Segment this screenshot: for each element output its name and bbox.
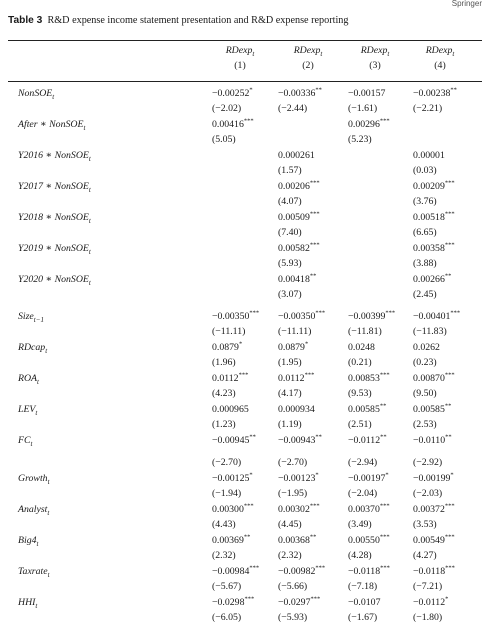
significance-stars: *** xyxy=(249,309,260,317)
row-label-name: RDcap xyxy=(18,342,46,353)
coefficient-cell xyxy=(348,473,389,485)
column-header-4 xyxy=(410,45,470,71)
t-statistic-cell: (−11.11) xyxy=(212,326,246,337)
t-statistic-cell: (−1.95) xyxy=(278,488,308,499)
coefficient-cell xyxy=(348,566,390,578)
coefficient-cell xyxy=(348,504,390,516)
significance-stars: *** xyxy=(444,210,455,218)
coefficient-cell xyxy=(348,404,386,416)
row-label xyxy=(18,373,39,388)
row-label xyxy=(18,150,91,165)
significance-stars: *** xyxy=(379,533,390,541)
significance-stars: ** xyxy=(445,433,452,441)
row-label xyxy=(18,181,91,196)
significance-stars: * xyxy=(445,595,449,603)
coefficient-value: −0.00399 xyxy=(348,311,386,322)
t-statistic-cell: (−2.04) xyxy=(348,488,378,499)
row-label-subscript: t xyxy=(47,570,50,579)
coefficient-cell xyxy=(278,597,320,609)
row-label xyxy=(18,212,91,227)
coefficient-value: 0.00001 xyxy=(413,150,445,161)
coefficient-value: 0.00585 xyxy=(413,404,445,415)
table-title: R&D expense income statement presentation and R&D expense reporting xyxy=(47,15,349,26)
coefficient-cell xyxy=(278,373,314,385)
coefficient-cell xyxy=(212,373,248,385)
coefficient-value: −0.0298 xyxy=(212,597,245,608)
t-statistic-cell: (5.23) xyxy=(348,134,372,145)
row-label xyxy=(18,566,50,581)
coefficient-cell xyxy=(278,435,322,447)
coefficient-cell xyxy=(212,404,249,416)
t-statistic-cell: (−1.61) xyxy=(348,103,378,114)
significance-stars: *** xyxy=(379,117,390,125)
coefficient-cell xyxy=(348,373,390,385)
coefficient-cell xyxy=(348,88,385,100)
header-rule xyxy=(8,81,482,82)
coefficient-value: 0.0262 xyxy=(413,342,440,353)
coefficient-cell xyxy=(413,404,451,416)
t-statistic-cell: (−1.80) xyxy=(413,612,443,623)
coefficient-cell xyxy=(278,311,325,323)
significance-stars: *** xyxy=(243,502,254,510)
significance-stars: *** xyxy=(444,241,455,249)
t-statistic-cell: (1.96) xyxy=(212,357,236,368)
t-statistic-cell: (7.40) xyxy=(278,227,302,238)
coefficient-value: 0.00518 xyxy=(413,212,445,223)
coefficient-value: −0.00199 xyxy=(413,473,451,484)
coefficient-value: −0.0118 xyxy=(348,566,381,577)
significance-stars: *** xyxy=(244,595,255,603)
t-statistic-cell: (−7.18) xyxy=(348,581,378,592)
coefficient-value: −0.00125 xyxy=(212,473,250,484)
coefficient-value: −0.00982 xyxy=(278,566,316,577)
t-statistic-cell: (1.23) xyxy=(212,419,236,430)
coefficient-cell xyxy=(278,504,320,516)
coefficient-cell xyxy=(348,311,395,323)
coefficient-cell xyxy=(212,597,254,609)
coefficient-value: 0.0112 xyxy=(212,373,239,384)
coefficient-cell xyxy=(278,212,320,224)
column-header-variable xyxy=(426,45,455,56)
significance-stars: ** xyxy=(380,433,387,441)
coefficient-cell xyxy=(278,535,316,547)
t-statistic-cell: (1.57) xyxy=(278,165,302,176)
coefficient-value: −0.0112 xyxy=(348,435,381,446)
t-statistic-cell: (0.21) xyxy=(348,357,372,368)
coefficient-value: −0.00238 xyxy=(413,88,451,99)
row-label-subscript: t xyxy=(88,247,91,256)
row-label-name: ROA xyxy=(18,373,38,384)
t-statistic-cell: (5.93) xyxy=(278,258,302,269)
significance-stars: *** xyxy=(309,210,320,218)
significance-stars: *** xyxy=(238,371,249,379)
coefficient-value: 0.00372 xyxy=(413,504,445,515)
coefficient-value: −0.00336 xyxy=(278,88,316,99)
row-label-name: Growth xyxy=(18,473,48,484)
row-label xyxy=(18,243,91,258)
significance-stars: ** xyxy=(450,86,457,94)
significance-stars: *** xyxy=(380,564,390,572)
coefficient-cell xyxy=(212,535,250,547)
significance-stars: *** xyxy=(444,533,455,541)
coefficient-cell xyxy=(212,311,259,323)
row-label xyxy=(18,504,49,519)
t-statistic-cell: (−1.67) xyxy=(348,612,378,623)
significance-stars: * xyxy=(249,86,253,94)
row-label-name: Taxrate xyxy=(18,566,48,577)
t-statistic-cell: (−11.11) xyxy=(278,326,312,337)
t-statistic-cell: (−5.66) xyxy=(278,581,308,592)
t-statistic-cell: (−5.67) xyxy=(212,581,242,592)
t-statistic-cell: (4.07) xyxy=(278,196,302,207)
coefficient-cell xyxy=(278,88,322,100)
column-header-number: (2) xyxy=(302,59,314,71)
coefficient-value: 0.0879 xyxy=(212,342,239,353)
column-header-var-subscript: t xyxy=(320,49,323,58)
coefficient-cell xyxy=(348,535,390,547)
coefficient-cell xyxy=(278,150,315,162)
row-label xyxy=(18,435,32,450)
coefficient-value: −0.00123 xyxy=(278,473,316,484)
row-label xyxy=(18,535,38,550)
row-label-subscript: t xyxy=(36,539,39,548)
t-statistic-cell: (3.07) xyxy=(278,289,302,300)
coefficient-value: 0.0248 xyxy=(348,342,375,353)
t-statistic-cell: (3.49) xyxy=(348,519,372,530)
column-header-variable xyxy=(226,45,255,56)
significance-stars: ** xyxy=(315,433,322,441)
coefficient-cell xyxy=(413,373,455,385)
coefficient-cell xyxy=(278,566,325,578)
coefficient-value: −0.0297 xyxy=(278,597,311,608)
significance-stars: * xyxy=(304,340,309,348)
significance-stars: *** xyxy=(243,117,254,125)
coefficient-value: −0.00350 xyxy=(212,311,250,322)
significance-stars: *** xyxy=(315,564,326,572)
t-statistic-cell: (−2.70) xyxy=(212,457,242,468)
coefficient-value: −0.00157 xyxy=(348,88,386,99)
coefficient-value: 0.00300 xyxy=(212,504,244,515)
table-caption xyxy=(8,15,348,26)
t-statistic-cell: (2.32) xyxy=(278,550,302,561)
row-label xyxy=(18,88,54,103)
t-statistic-cell: (4.28) xyxy=(348,550,372,561)
coefficient-cell xyxy=(278,181,320,193)
coefficient-value: 0.0112 xyxy=(278,373,305,384)
significance-stars: ** xyxy=(249,433,256,441)
coefficient-value: 0.00358 xyxy=(413,243,445,254)
significance-stars: *** xyxy=(379,371,390,379)
t-statistic-cell: (−2.44) xyxy=(278,103,308,114)
row-label-name: Y2016 ∗ NonSOE xyxy=(18,150,89,161)
t-statistic-cell: (−2.03) xyxy=(413,488,443,499)
coefficient-cell xyxy=(278,274,316,286)
coefficient-cell xyxy=(413,535,455,547)
significance-stars: *** xyxy=(450,309,461,317)
significance-stars: *** xyxy=(315,309,326,317)
significance-stars: ** xyxy=(444,272,452,280)
coefficient-value: 0.00416 xyxy=(212,119,244,130)
significance-stars: *** xyxy=(249,564,260,572)
coefficient-cell xyxy=(212,342,242,354)
coefficient-cell xyxy=(413,597,448,609)
significance-stars: *** xyxy=(379,502,390,510)
significance-stars: * xyxy=(238,340,243,348)
coefficient-value: 0.00266 xyxy=(413,274,445,285)
coefficient-cell xyxy=(413,435,452,447)
significance-stars: ** xyxy=(315,86,322,94)
column-header-var-subscript: t xyxy=(452,49,455,58)
coefficient-cell xyxy=(413,150,445,162)
t-statistic-cell: (3.76) xyxy=(413,196,437,207)
coefficient-value: 0.00585 xyxy=(348,404,380,415)
coefficient-value: −0.0110 xyxy=(413,435,446,446)
t-statistic-cell: (−5.93) xyxy=(278,612,308,623)
coefficient-cell xyxy=(278,404,315,416)
coefficient-value: −0.0107 xyxy=(348,597,381,608)
t-statistic-cell: (−11.83) xyxy=(413,326,447,337)
column-header-var-name: RDexp xyxy=(225,45,253,56)
significance-stars: ** xyxy=(379,402,387,410)
row-label-subscript: t xyxy=(88,216,91,225)
column-header-var-name: RDexp xyxy=(425,45,453,56)
running-header: Springer xyxy=(451,0,482,8)
t-statistic-cell: (−2.94) xyxy=(348,457,378,468)
row-label-name: Size xyxy=(18,311,34,322)
coefficient-cell xyxy=(413,311,460,323)
coefficient-value: −0.00401 xyxy=(413,311,451,322)
row-label-name: Analyst xyxy=(18,504,48,515)
coefficient-value: −0.0112 xyxy=(413,597,446,608)
top-rule xyxy=(8,40,482,41)
coefficient-value: 0.00549 xyxy=(413,535,445,546)
row-label-name: NonSOE xyxy=(18,88,53,99)
t-statistic-cell: (1.95) xyxy=(278,357,302,368)
t-statistic-cell: (9.53) xyxy=(348,388,372,399)
coefficient-value: 0.00582 xyxy=(278,243,310,254)
row-label-name: Y2019 ∗ NonSOE xyxy=(18,243,89,254)
t-statistic-cell: (3.88) xyxy=(413,258,437,269)
row-label-name: Y2018 ∗ NonSOE xyxy=(18,212,89,223)
t-statistic-cell: (−2.92) xyxy=(413,457,443,468)
t-statistic-cell: (2.51) xyxy=(348,419,372,430)
t-statistic-cell: (0.03) xyxy=(413,165,437,176)
row-label-subscript: t xyxy=(88,278,91,287)
significance-stars: ** xyxy=(243,533,251,541)
t-statistic-cell: (0.23) xyxy=(413,357,437,368)
coefficient-value: 0.0879 xyxy=(278,342,305,353)
column-header-number: (3) xyxy=(369,59,381,71)
significance-stars: * xyxy=(450,471,454,479)
coefficient-value: 0.00296 xyxy=(348,119,380,130)
row-label-name: HHI xyxy=(18,597,36,608)
coefficient-cell xyxy=(413,504,455,516)
column-header-2 xyxy=(278,45,338,71)
coefficient-cell xyxy=(278,342,308,354)
t-statistic-cell: (4.27) xyxy=(413,550,437,561)
row-label-name: Y2017 ∗ NonSOE xyxy=(18,181,89,192)
coefficient-value: 0.00368 xyxy=(278,535,310,546)
coefficient-cell xyxy=(413,88,457,100)
coefficient-cell xyxy=(413,566,455,578)
coefficient-value: −0.0118 xyxy=(413,566,446,577)
row-label xyxy=(18,274,91,289)
significance-stars: *** xyxy=(444,179,455,187)
coefficient-value: 0.00853 xyxy=(348,373,380,384)
coefficient-value: 0.000934 xyxy=(278,404,315,415)
row-label-subscript: t xyxy=(30,439,33,448)
coefficient-value: −0.00984 xyxy=(212,566,250,577)
t-statistic-cell: (−6.05) xyxy=(212,612,242,623)
t-statistic-cell: (4.23) xyxy=(212,388,236,399)
coefficient-value: 0.00302 xyxy=(278,504,310,515)
significance-stars: *** xyxy=(445,564,455,572)
coefficient-cell xyxy=(212,473,253,485)
row-label-name: Y2020 ∗ NonSOE xyxy=(18,274,89,285)
row-label-name: After ∗ NonSOE xyxy=(18,119,84,130)
coefficient-cell xyxy=(413,243,455,255)
coefficient-cell xyxy=(278,473,319,485)
coefficient-cell xyxy=(413,473,454,485)
t-statistic-cell: (1.19) xyxy=(278,419,302,430)
t-statistic-cell: (2.32) xyxy=(212,550,236,561)
significance-stars: *** xyxy=(309,241,320,249)
t-statistic-cell: (5.05) xyxy=(212,134,236,145)
coefficient-cell xyxy=(212,566,259,578)
coefficient-value: −0.00943 xyxy=(278,435,316,446)
significance-stars: *** xyxy=(309,179,320,187)
row-label-subscript: t xyxy=(52,92,55,101)
column-header-var-subscript: t xyxy=(252,49,255,58)
row-label-subscript: t xyxy=(37,377,39,386)
row-label-name: Big4 xyxy=(18,535,37,546)
coefficient-cell xyxy=(413,181,455,193)
coefficient-value: −0.00945 xyxy=(212,435,250,446)
coefficient-value: 0.000261 xyxy=(278,150,315,161)
coefficient-cell xyxy=(348,435,387,447)
t-statistic-cell: (−11.81) xyxy=(348,326,382,337)
t-statistic-cell: (2.45) xyxy=(413,289,437,300)
coefficient-value: 0.000965 xyxy=(212,404,249,415)
column-header-var-subscript: t xyxy=(387,49,390,58)
coefficient-value: 0.00870 xyxy=(413,373,445,384)
t-statistic-cell: (3.53) xyxy=(413,519,437,530)
significance-stars: ** xyxy=(309,272,317,280)
row-label-subscript: t xyxy=(45,346,48,355)
significance-stars: * xyxy=(385,471,389,479)
coefficient-cell xyxy=(278,243,320,255)
coefficient-value: 0.00209 xyxy=(413,181,445,192)
coefficient-value: 0.00206 xyxy=(278,181,310,192)
row-label-subscript: t−1 xyxy=(33,315,44,324)
row-label-subscript: t xyxy=(47,477,50,486)
column-header-1 xyxy=(210,45,270,71)
t-statistic-cell: (6.65) xyxy=(413,227,437,238)
row-label xyxy=(18,311,44,326)
row-label xyxy=(18,404,37,419)
coefficient-value: 0.00370 xyxy=(348,504,380,515)
t-statistic-cell: (4.17) xyxy=(278,388,302,399)
t-statistic-cell: (−2.21) xyxy=(413,103,443,114)
coefficient-cell xyxy=(212,88,253,100)
row-label-subscript: t xyxy=(88,154,91,163)
coefficient-cell xyxy=(413,342,440,354)
column-header-var-name: RDexp xyxy=(293,45,321,56)
table-number: Table 3 xyxy=(8,15,43,26)
row-label xyxy=(18,119,85,134)
t-statistic-cell: (9.50) xyxy=(413,388,437,399)
significance-stars: *** xyxy=(385,309,396,317)
coefficient-cell xyxy=(348,342,375,354)
row-label xyxy=(18,597,37,612)
coefficient-value: 0.00418 xyxy=(278,274,310,285)
significance-stars: ** xyxy=(444,402,452,410)
row-label-name: LEV xyxy=(18,404,36,415)
column-header-var-name: RDexp xyxy=(360,45,388,56)
coefficient-value: −0.00252 xyxy=(212,88,250,99)
significance-stars: * xyxy=(315,471,319,479)
row-label-subscript: t xyxy=(47,508,50,517)
t-statistic-cell: (−2.02) xyxy=(212,103,242,114)
coefficient-cell xyxy=(413,274,451,286)
t-statistic-cell: (4.45) xyxy=(278,519,302,530)
coefficient-value: 0.00369 xyxy=(212,535,244,546)
coefficient-value: −0.00197 xyxy=(348,473,386,484)
row-label-subscript: t xyxy=(88,185,91,194)
significance-stars: *** xyxy=(304,371,315,379)
column-header-variable xyxy=(294,45,323,56)
column-header-number: (1) xyxy=(234,59,246,71)
significance-stars: ** xyxy=(309,533,317,541)
coefficient-cell xyxy=(413,212,455,224)
coefficient-cell xyxy=(348,119,390,131)
column-header-variable xyxy=(361,45,390,56)
coefficient-cell xyxy=(348,597,380,609)
significance-stars: *** xyxy=(444,502,455,510)
row-label-subscript: t xyxy=(83,123,86,132)
coefficient-cell xyxy=(212,504,254,516)
coefficient-value: 0.00509 xyxy=(278,212,310,223)
significance-stars: *** xyxy=(444,371,455,379)
column-header-number: (4) xyxy=(434,59,446,71)
row-label xyxy=(18,342,47,357)
coefficient-value: 0.00550 xyxy=(348,535,380,546)
row-label-name: FC xyxy=(18,435,31,446)
significance-stars: * xyxy=(249,471,253,479)
significance-stars: *** xyxy=(309,502,320,510)
row-label-subscript: t xyxy=(35,408,38,417)
row-label xyxy=(18,473,50,488)
coefficient-value: −0.00350 xyxy=(278,311,316,322)
t-statistic-cell: (−1.94) xyxy=(212,488,242,499)
row-label-subscript: t xyxy=(35,601,38,610)
t-statistic-cell: (4.43) xyxy=(212,519,236,530)
coefficient-cell xyxy=(212,435,256,447)
t-statistic-cell: (−7.21) xyxy=(413,581,443,592)
column-header-3 xyxy=(345,45,405,71)
coefficient-cell xyxy=(212,119,254,131)
t-statistic-cell: (2.53) xyxy=(413,419,437,430)
significance-stars: *** xyxy=(310,595,321,603)
t-statistic-cell: (−2.70) xyxy=(278,457,308,468)
